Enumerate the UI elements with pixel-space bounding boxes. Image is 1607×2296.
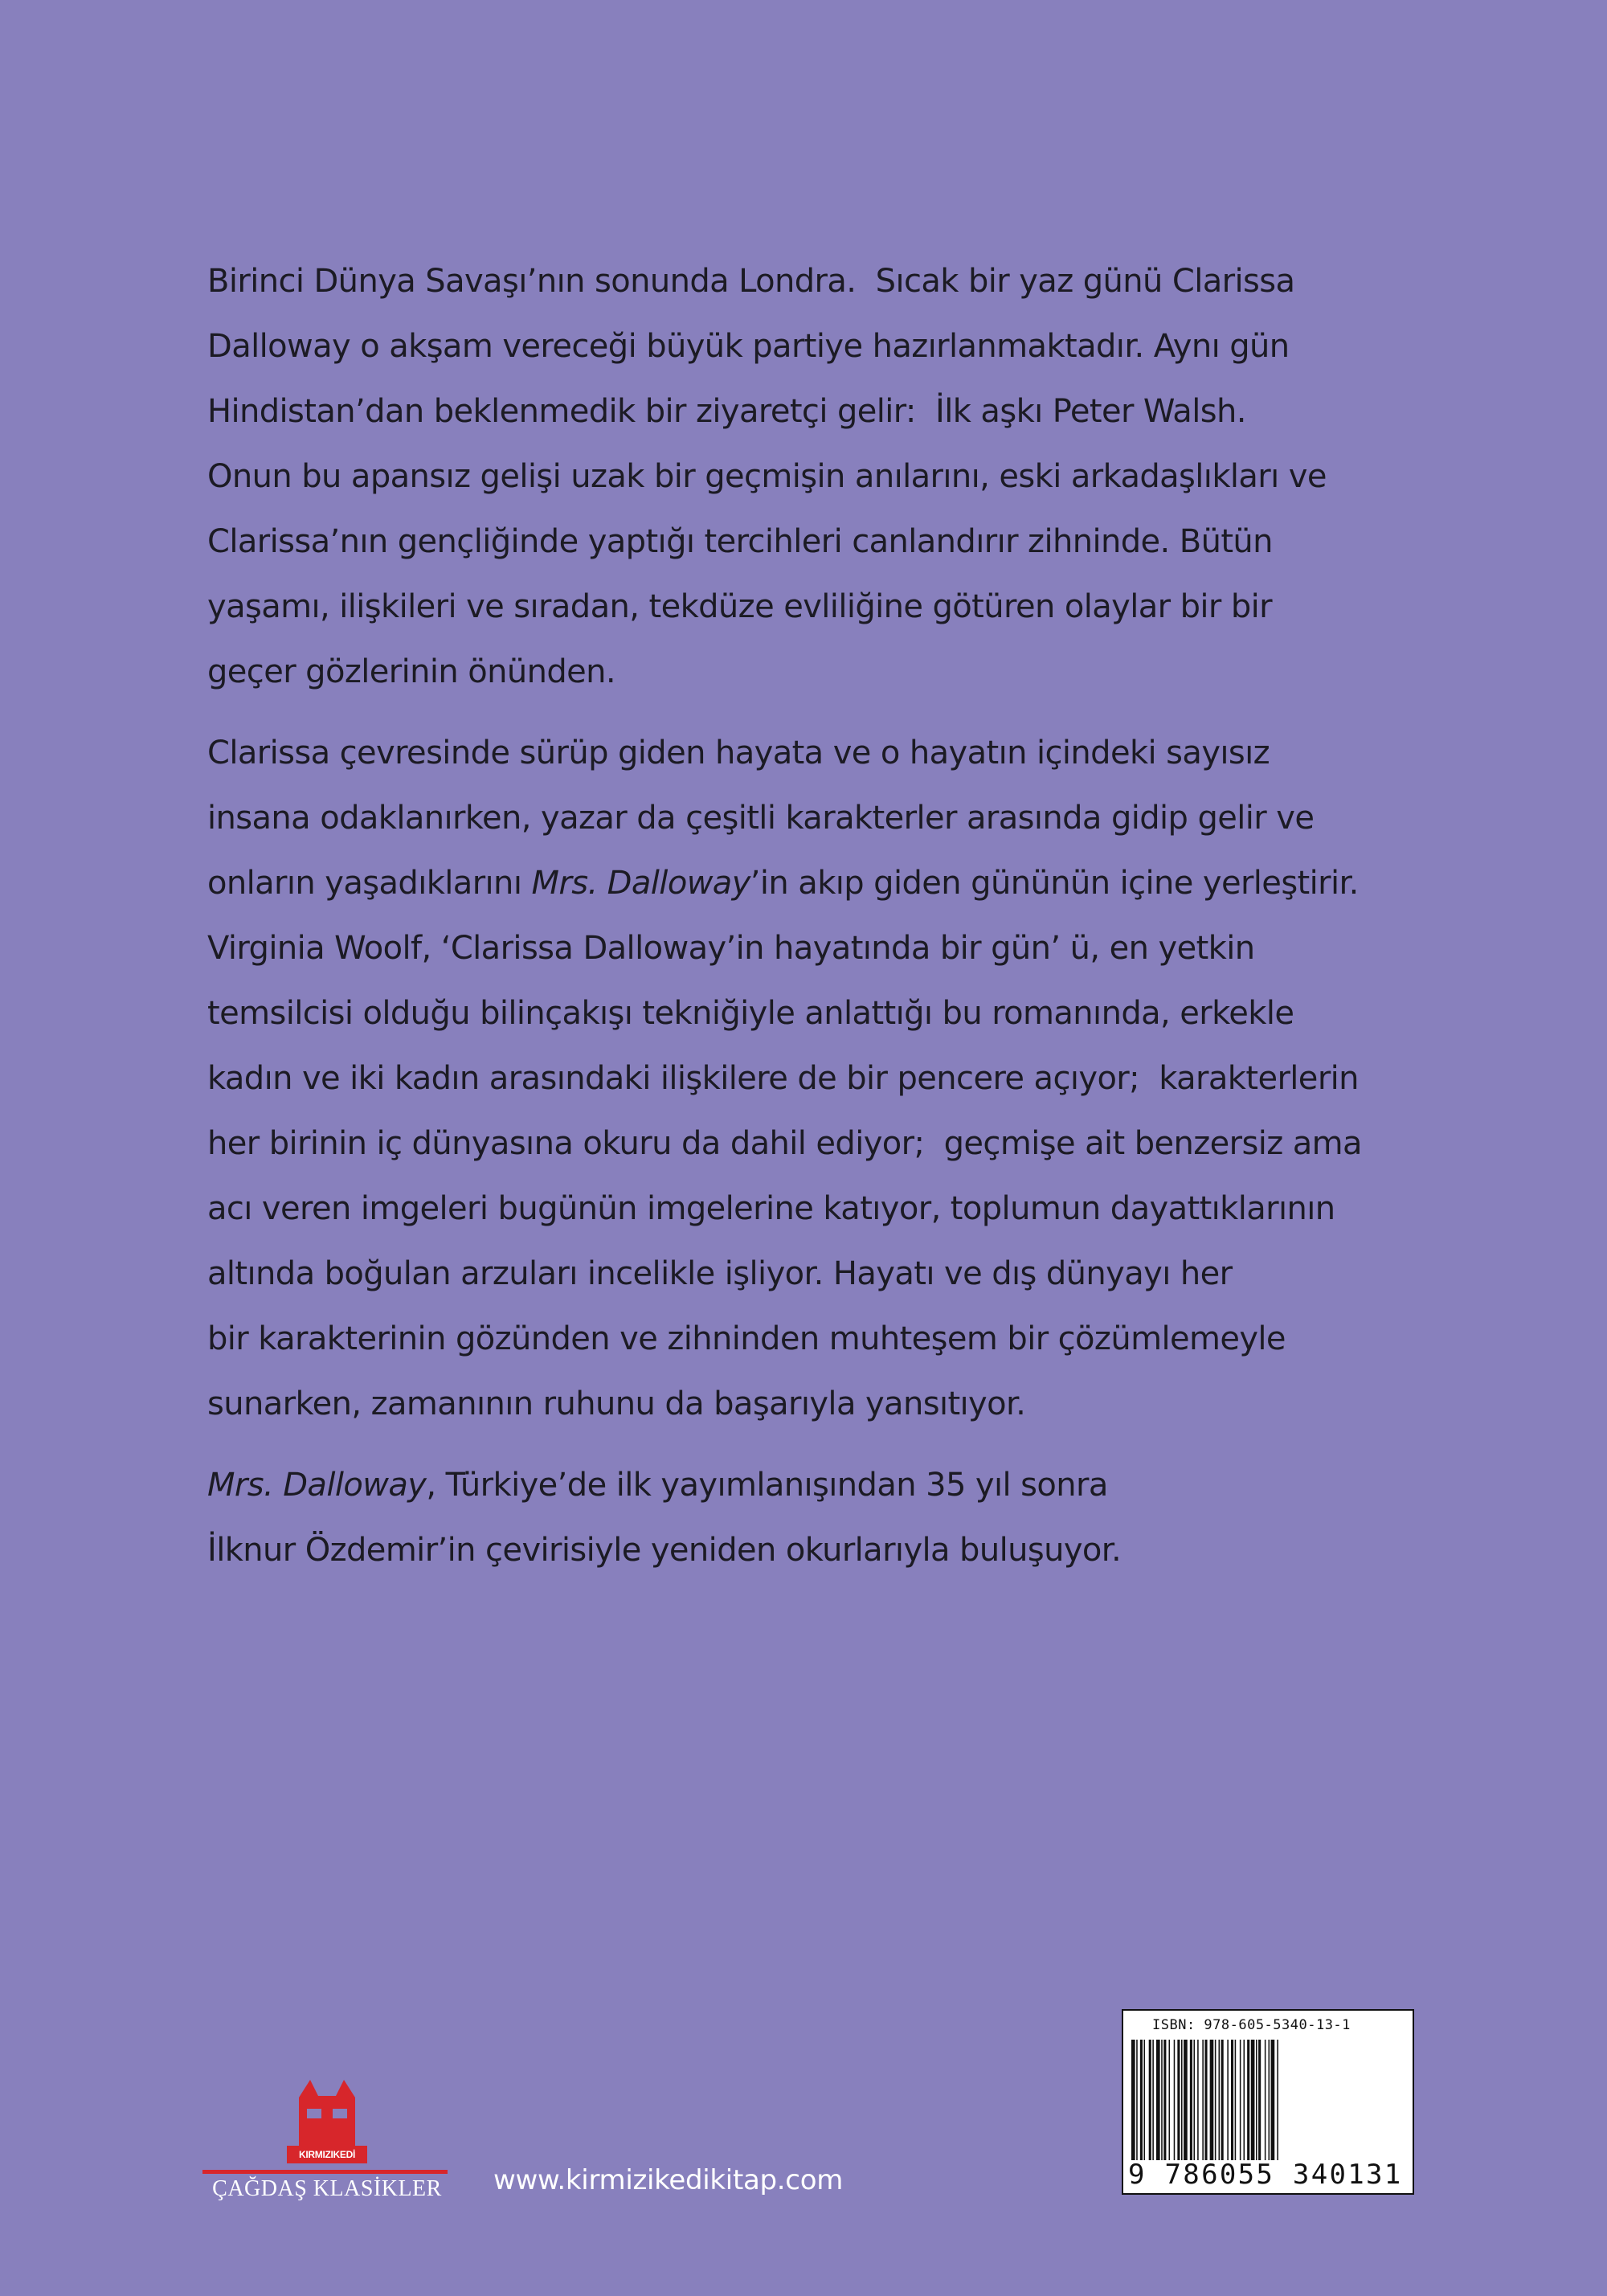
publisher-logo <box>202 2073 452 2201</box>
barcode-bar <box>1149 2040 1151 2160</box>
blurb-paragraph <box>207 721 1429 1437</box>
barcode-bar <box>1265 2040 1266 2160</box>
blurb-line <box>207 1453 1429 1518</box>
blurb-line <box>207 249 1429 314</box>
barcode-bar <box>1210 2040 1214 2160</box>
blurb-line <box>207 786 1429 851</box>
barcode-bar <box>1244 2040 1245 2160</box>
barcode-bar <box>1177 2040 1180 2160</box>
barcode-bar <box>1140 2040 1143 2160</box>
blurb-line-text: onların yaşadıklarını <box>207 865 532 902</box>
blurb-line <box>207 721 1429 786</box>
blurb-line <box>207 851 1429 916</box>
barcode-bar <box>1194 2040 1196 2160</box>
barcode-bar <box>1184 2040 1188 2160</box>
barcode-bar <box>1235 2040 1237 2160</box>
isbn-barcode <box>1122 2009 1414 2195</box>
barcode-bar <box>1215 2040 1216 2160</box>
barcode-bar <box>1221 2040 1224 2160</box>
blurb-line-text: Dalloway o akşam vereceği büyük partiye hazırlanmaktadır. Aynı gün <box>207 328 1290 365</box>
barcode-bar <box>1240 2040 1241 2160</box>
barcode-bar <box>1181 2040 1183 2160</box>
blurb-line <box>207 1307 1429 1372</box>
barcode-bar <box>1144 2040 1146 2160</box>
barcode-bar <box>1169 2040 1171 2160</box>
blurb-line-text: ’in akıp giden gününün içine yerleştirir. <box>750 865 1359 902</box>
barcode-digits: 9 786055 340131 <box>1128 2159 1403 2191</box>
blurb-line-text: insana odaklanırken, yazar da çeşitli karakterler arasında gidip gelir ve <box>207 800 1315 837</box>
series-name: ÇAĞDAŞ KLASİKLER <box>212 2176 442 2201</box>
blurb-line-text: altında boğulan arzuları incelikle işliyor. Hayatı ve dış dünyayı her <box>207 1255 1233 1292</box>
barcode-bar <box>1269 2040 1270 2160</box>
blurb-line <box>207 1372 1429 1437</box>
blurb-line <box>207 1242 1429 1307</box>
blurb-line-text: Hindistan’dan beklenmedik bir ziyaretçi gelir: İlk aşkı Peter Walsh. <box>207 393 1246 430</box>
blurb-line <box>207 1518 1429 1583</box>
barcode-bar <box>1219 2040 1221 2160</box>
barcode-bar <box>1231 2040 1233 2160</box>
barcode-bar <box>1256 2040 1257 2160</box>
barcode-bar <box>1251 2040 1255 2160</box>
blurb-line-text: temsilcisi olduğu bilinçakışı tekniğiyle anlattığı bu romanında, erkekle <box>207 995 1294 1032</box>
barcode-bar <box>1197 2040 1199 2160</box>
blurb-line-text: acı veren imgeleri bugünün imgelerine katıyor, toplumun dayattıklarının <box>207 1190 1335 1227</box>
barcode-bar <box>1131 2040 1135 2160</box>
blurb-line <box>207 1046 1429 1111</box>
barcode-bar <box>1227 2040 1229 2160</box>
blurb-line <box>207 575 1429 640</box>
blurb-line-text: Birinci Dünya Savaşı’nın sonunda Londra. Sıcak bir yaz günü Clarissa <box>207 263 1295 300</box>
blurb-line-text: Onun bu apansız gelişi uzak bir geçmişin anılarını, eski arkadaşlıkları ve <box>207 458 1327 495</box>
barcode-bar <box>1204 2040 1207 2160</box>
barcode-bar <box>1190 2040 1192 2160</box>
barcode-bar <box>1202 2040 1204 2160</box>
blurb-line <box>207 981 1429 1046</box>
barcode-bar <box>1271 2040 1275 2160</box>
barcode-bar <box>1163 2040 1166 2160</box>
blurb-paragraph <box>207 249 1429 705</box>
blurb-line <box>207 379 1429 444</box>
blurb-line-text: geçer gözlerinin önünden. <box>207 653 616 690</box>
barcode-bar <box>1152 2040 1154 2160</box>
blurb-line-text: Virginia Woolf, ‘Clarissa Dalloway’in hayatında bir gün’ ü, en yetkin <box>207 930 1255 967</box>
blurb-line <box>207 1177 1429 1242</box>
blurb-line-text: her birinin iç dünyasına okuru da dahil ediyor; geçmişe ait benzersiz ama <box>207 1125 1362 1162</box>
blurb-line <box>207 1111 1429 1177</box>
blurb-line <box>207 314 1429 379</box>
blurb-line-text: sunarken, zamanının ruhunu da başarıyla yansıtıyor. <box>207 1385 1026 1422</box>
blurb-line-text: İlknur Özdemir’in çevirisiyle yeniden okurlarıyla buluşuyor. <box>207 1532 1122 1569</box>
blurb-line <box>207 640 1429 705</box>
blurb-line <box>207 510 1429 575</box>
blurb-line-text: yaşamı, ilişkileri ve sıradan, tekdüze evliliğine götüren olaylar bir bir <box>207 588 1273 625</box>
barcode-bar <box>1161 2040 1163 2160</box>
publisher-website[interactable]: www.kirmizikedikitap.com <box>493 2164 844 2196</box>
barcode-bar <box>1136 2040 1138 2160</box>
blurb-line <box>207 916 1429 981</box>
logo-rule <box>202 2170 448 2174</box>
blurb-paragraph <box>207 1453 1429 1583</box>
blurb-line-text: , Türkiye’de ilk yayımlanışından 35 yıl sonra <box>426 1467 1108 1504</box>
barcode-bar <box>1258 2040 1261 2160</box>
barcode-bar <box>1247 2040 1249 2160</box>
blurb-line-text: kadın ve iki kadın arasındaki ilişkilere de bir pencere açıyor; karakterlerin <box>207 1060 1359 1097</box>
barcode-bar <box>1156 2040 1160 2160</box>
isbn-label: ISBN: 978-605-5340-13-1 <box>1152 2017 1351 2033</box>
blurb-line <box>207 444 1429 510</box>
back-cover-blurb <box>207 249 1429 1599</box>
publisher-brand: KIRMIZIKEDİ <box>287 2146 367 2163</box>
blurb-line-text: Clarissa’nın gençliğinde yaptığı tercihleri canlandırır zihninde. Bütün <box>207 523 1273 560</box>
book-title-italic: Mrs. Dalloway <box>207 1467 427 1504</box>
blurb-line-text: bir karakterinin gözünden ve zihninden muhteşem bir çözümlemeyle <box>207 1320 1286 1357</box>
barcode-bars <box>1130 2040 1406 2160</box>
blurb-line-text: Clarissa çevresinde sürüp giden hayata ve o hayatın içindeki sayısız <box>207 735 1270 771</box>
barcode-bar <box>1277 2040 1278 2160</box>
book-title-italic: Mrs. Dalloway <box>531 865 750 902</box>
barcode-bar <box>1174 2040 1176 2160</box>
